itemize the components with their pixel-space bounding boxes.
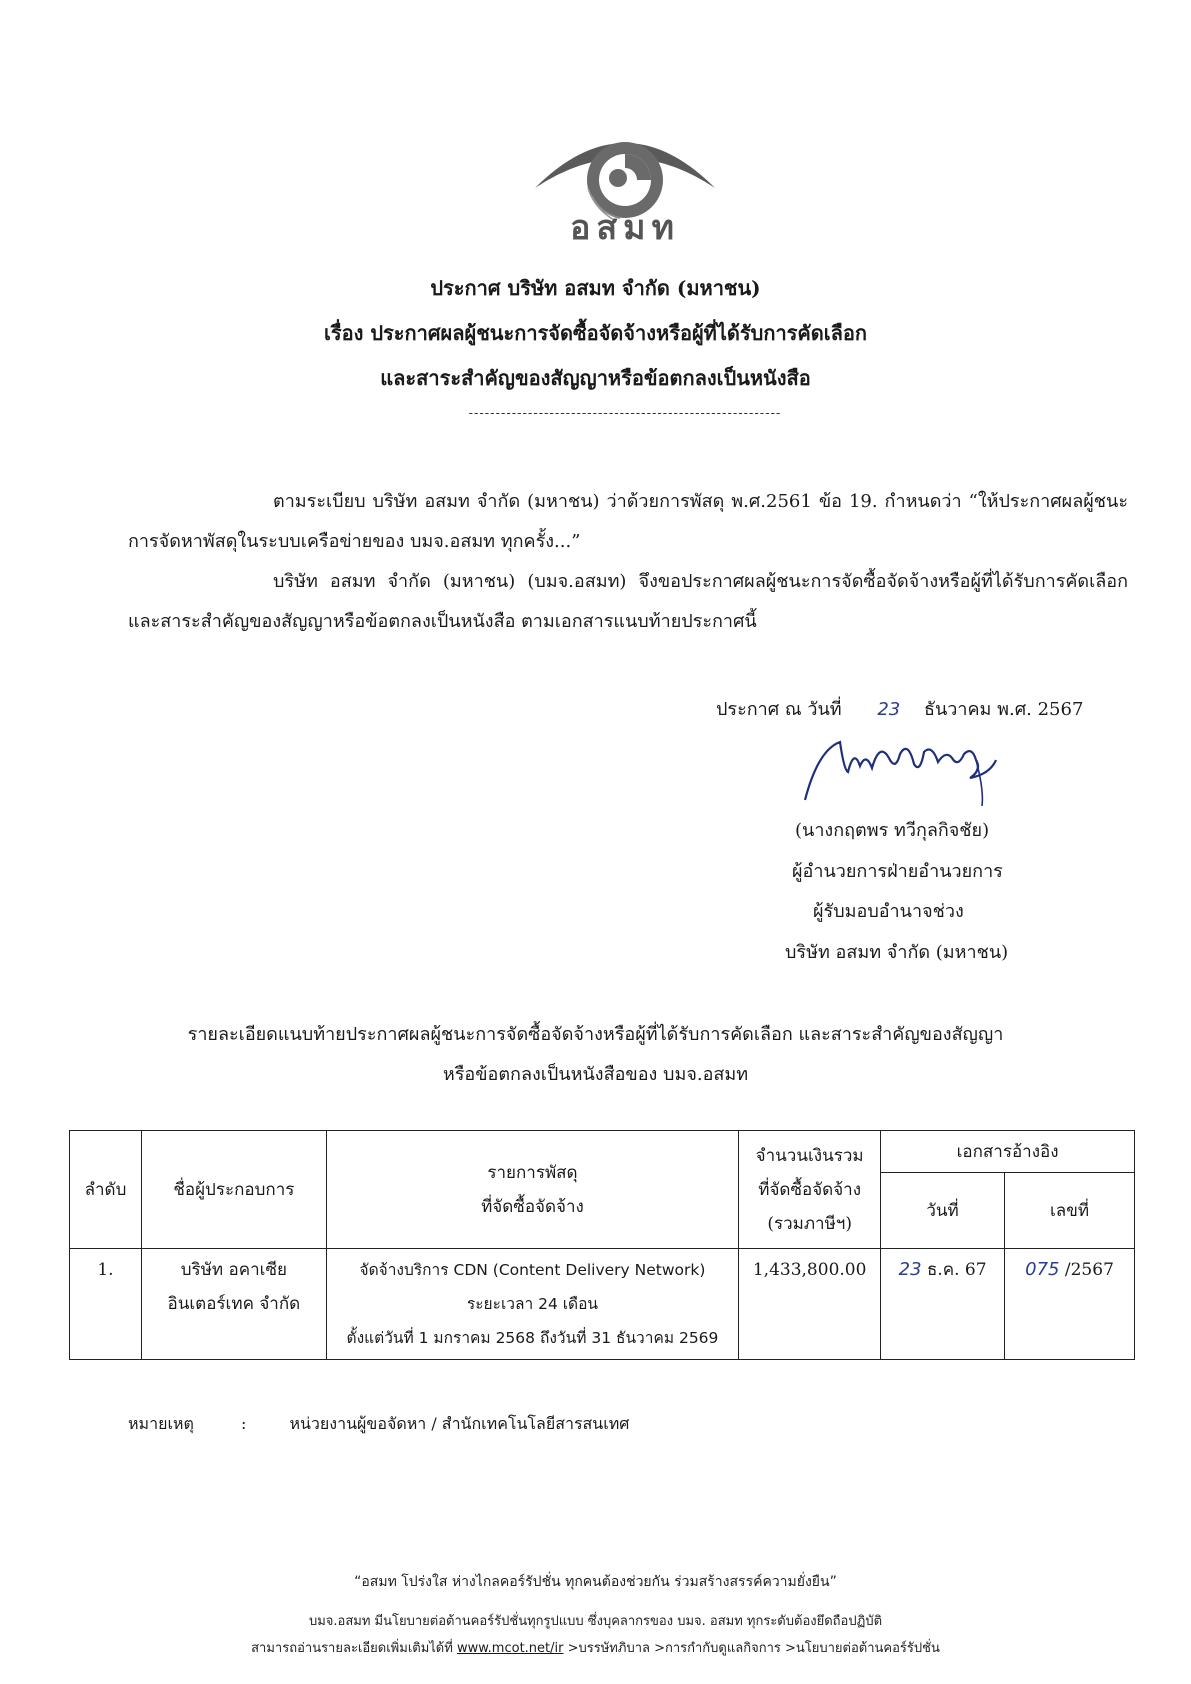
row-amount: 1,433,800.00 (739, 1249, 881, 1360)
signer-delegation: ผู้รับมอบอำนาจช่วง (813, 901, 964, 922)
header-number: เลขที่ (1005, 1173, 1135, 1249)
signer-title: ผู้อำนวยการฝ่ายอำนวยการ (792, 861, 1003, 882)
logo-text: อสมท (570, 208, 680, 248)
row-vendor: บริษัท อคาเซีย อินเตอร์เทค จำกัด (141, 1249, 326, 1360)
note-text: หน่วยงานผู้ขอจัดหา / สำนักเทคโนโลยีสารสนเทศ (289, 1414, 630, 1433)
procurement-table (69, 1130, 1135, 1360)
announcement-subject: เรื่อง ประกาศผลผู้ชนะการจัดซื้อจัดจ้างหรือผู้ที่ได้รับการคัดเลือก (324, 321, 867, 345)
note (128, 1412, 629, 1437)
row-number: 075 /2567 (1005, 1249, 1135, 1360)
header-no: ลำดับ (70, 1131, 142, 1249)
handwritten-day: 23 (877, 699, 901, 720)
row-no: 1. (70, 1249, 142, 1360)
detail-heading-cont: หรือข้อตกลงเป็นหนังสือของ บมจ.อสมท (442, 1064, 749, 1085)
body-paragraph-2: บริษัท อสมท จำกัด (มหาชน) (บมจ.อสมท) จึงขอประกาศผลผู้ชนะการจัดซื้อจัดจ้างหรือผู้ที่ได้รับการคัดเลือก และสาระสำคัญของสัญญาหรือข้อตกลงเป็นหนังสือ ตามเอกสารแนบท้ายประกาศนี้ (128, 571, 1128, 632)
signer-organization: บริษัท อสมท จำกัด (มหาชน) (785, 942, 1009, 963)
signature-image-icon (800, 730, 1010, 810)
note-colon: : (240, 1414, 247, 1433)
footer-more-info: สามารถอ่านรายละเอียดเพิ่มเติมได้ที่ www.mcot.net/ir >บรรษัทภิบาล >การกำกับดูแลกิจการ >นโยบายต่อต้านคอร์รัปชั่น (251, 1641, 940, 1656)
detail-heading: รายละเอียดแนบท้ายประกาศผลผู้ชนะการจัดซื้อจัดจ้างหรือผู้ที่ได้รับการคัดเลือก และสาระสำคัญของสัญญา (187, 1024, 1004, 1045)
header-divider: ---------------------------------------------------------- (468, 406, 782, 421)
footer-policy: บมจ.อสมท มีนโยบายต่อต้านคอร์รัปชั่นทุกรูปแบบ ซึ่งบุคลากรของ บมจ. อสมท ทุกระดับต้องยึดถือปฏิบัติ (308, 1614, 883, 1629)
header-item: รายการพัสดุ ที่จัดซื้อจัดจ้าง (326, 1131, 738, 1249)
row-date: 23 ธ.ค. 67 (881, 1249, 1005, 1360)
body-paragraph-1: ตามระเบียบ บริษัท อสมท จำกัด (มหาชน) ว่าด้วยการพัสดุ พ.ศ.2561 ข้อ 19. กำหนดว่า “ให้ประกาศผลผู้ชนะการจัดหาพัสดุในระบบเครือข่ายของ บมจ.อสมท ทุกครั้ง...” (128, 491, 1128, 552)
row-item: จัดจ้างบริการ CDN (Content Delivery Network) ระยะเวลา 24 เดือน ตั้งแต่วันที่ 1 มกราคม 2568 ถึงวันที่ 31 ธันวาคม 2569 (326, 1249, 738, 1360)
announcement-title: ประกาศ บริษัท อสมท จำกัด (มหาชน) (430, 276, 761, 300)
footer-link[interactable]: www.mcot.net/ir (456, 1641, 564, 1656)
header-reference: เอกสารอ้างอิง (881, 1131, 1135, 1173)
header-amount: จำนวนเงินรวม ที่จัดซื้อจัดจ้าง (รวมภาษีฯ) (739, 1131, 881, 1249)
table-row (70, 1249, 1135, 1360)
footer-slogan: “อสมท โปร่งใส ห่างไกลคอร์รัปชั่น ทุกคนต้องช่วยกัน ร่วมสร้างสรรค์ความยั่งยืน” (354, 1574, 837, 1590)
header-vendor: ชื่อผู้ประกอบการ (141, 1131, 326, 1249)
announce-date: ประกาศ ณ วันที่ 23 ธันวาคม พ.ศ. 2567 (716, 699, 1084, 720)
announcement-subject-cont: และสาระสำคัญของสัญญาหรือข้อตกลงเป็นหนังสือ (380, 366, 811, 390)
signer-name: (นางกฤตพร ทวีกุลกิจชัย) (795, 820, 990, 841)
note-label: หมายเหตุ (128, 1414, 194, 1433)
header-date: วันที่ (881, 1173, 1005, 1249)
